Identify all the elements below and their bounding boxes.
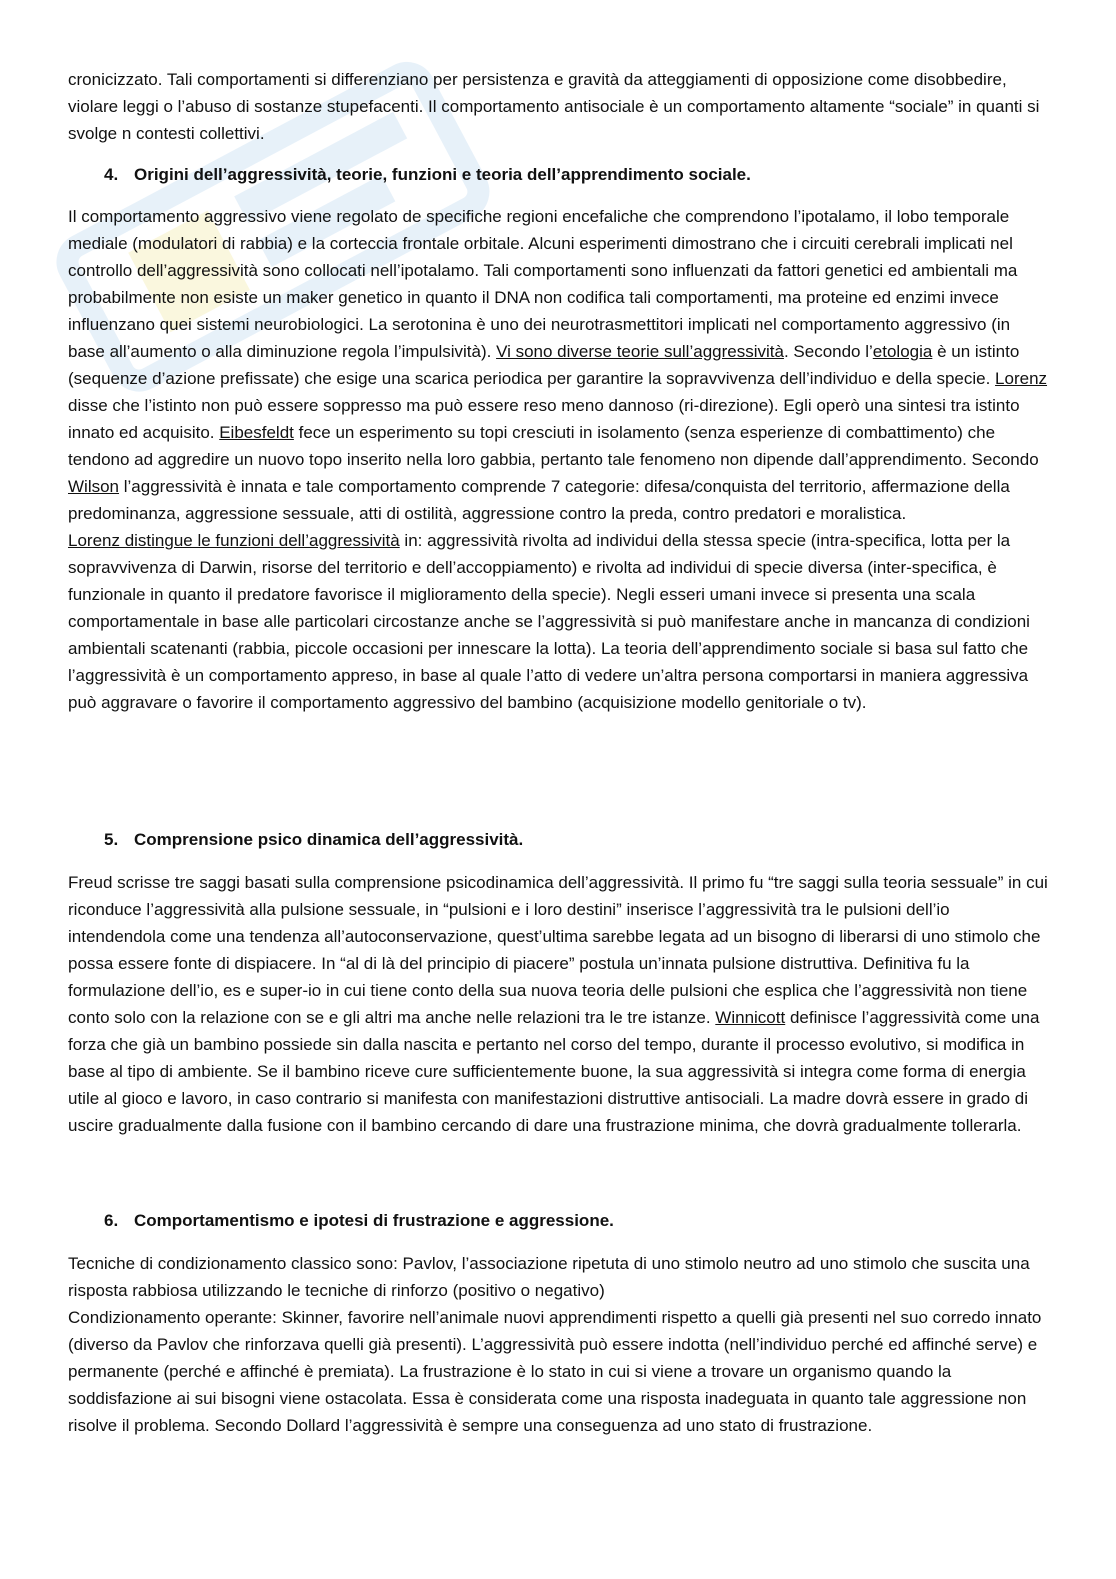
- section-5-body: [68, 869, 1048, 1139]
- section-4-heading: [68, 161, 1048, 188]
- underline-lorenz: Lorenz: [995, 369, 1048, 388]
- underline-eibesfeldt: Eibesfeldt: [219, 423, 294, 442]
- section-4-body: [68, 203, 1048, 716]
- underline-winnicott: Winnicott: [715, 1008, 786, 1027]
- section-6: [68, 1207, 1048, 1234]
- section-5-paragraph-1: Freud scrisse tre saggi basati sulla comprensione psicodinamica dell’aggressività. Il primo fu “tre saggi sulla teoria sessuale” in cui riconduce l’aggressività alla pulsione sessuale, in “pulsioni e i loro destini” inserisce l’aggressività tra le pulsioni dell’io intendendola come una tendenza all’autoconservazione, quest’ultima sarebbe legata ad un bisogno di liberarsi di uno stimolo che possa essere fonte di dispiacere. In “al di là del principio di piacere” postula un’innata pulsione distruttiva. Definitiva fu la formulazione dell’io, es e super-io in cui tiene conto della sua nuova teoria delle pulsioni che esplica che l’aggressività non tiene conto solo con la relazione con se e gli altri ma anche nelle relazioni tra le tre istanze. Winnicott definisce l’aggressività come una forza che già un bambino possiede sin dalla nascita e pertanto nel corso del tempo, durante il processo evolutivo, si modifica in base al tipo di ambiente. Se il bambino riceve cure sufficientemente buone, la sua aggressività si integra come forma di energia utile al gioco e lavoro, in caso contrario si manifesta con manifestazioni distruttive antisociali. La madre dovrà essere in grado di uscire gradualmente dalla fusione con il bambino cercando di dare una frustrazione minima, che dovrà gradualmente tollerarla.: [68, 873, 1048, 1135]
- section-6-body: [68, 1250, 1048, 1439]
- section-6-title: Comportamentismo e ipotesi di frustrazione e aggressione.: [134, 1211, 614, 1230]
- section-6-number: 6.: [104, 1211, 119, 1230]
- section-4-number: 4.: [104, 165, 119, 184]
- underline-wilson: Wilson: [68, 477, 120, 496]
- section-5-title: Comprensione psico dinamica dell’aggressività.: [134, 830, 524, 849]
- section-6-heading: [68, 1207, 1048, 1234]
- section-6-paragraph-2: Condizionamento operante: Skinner, favorire nell’animale nuovi apprendimenti rispetto a quelli già presenti nel suo corredo innato (diverso da Pavlov che rinforzava quelli già presenti). L’aggressività può essere indotta (nell’individuo perché ed affinché serve) e permanente (perché e affinché è premiata). La frustrazione è lo stato in cui si viene a trovare un organismo quando la soddisfazione ai sui bisogni viene ostacolata. Essa è considerata come una risposta inadeguata in quanto tale aggressione non risolve il problema. Secondo Dollard l’aggressività è sempre una conseguenza ad uno stato di frustrazione.: [68, 1308, 1042, 1435]
- section-5-heading: [68, 826, 1048, 853]
- section-4-paragraph-1: Il comportamento aggressivo viene regolato de specifiche regioni encefaliche che comprendono l’ipotalamo, il lobo temporale mediale (modulatori di rabbia) e la corteccia frontale orbitale. Alcuni esperimenti dimostrano che i circuiti cerebrali implicati nel controllo dell’aggressività sono collocati nell’ipotalamo. Tali comportamenti sono influenzati da fattori genetici ed ambientali ma probabilmente non esiste un maker genetico in quanto il DNA non codifica tali comportamenti, ma proteine ed enzimi invece influenzano quei sistemi neurobiologici. La serotonina è uno dei neurotrasmettitori implicati nel comportamento aggressivo (in base all’aumento o alla diminuzione regola l’impulsività). Vi sono diverse teorie sull’aggressività. Secondo l’etologia è un istinto (sequenze d’azione prefissate) che esige una scarica periodica per garantire la sopravvivenza dell’individuo e della specie. Lorenz disse che l’istinto non può essere soppresso ma può essere reso meno dannoso (ri-direzione). Egli operò una sintesi tra istinto innato ed acquisito. Eibesfeldt fece un esperimento su topi cresciuti in isolamento (senza esperienze di combattimento) che tendono ad aggredire un nuovo topo inserito nella loro gabbia, pertanto tale fenomeno non dipende dall’apprendimento. Secondo Wilson l’aggressività è innata e tale comportamento comprende 7 categorie: difesa/conquista del territorio, affermazione della predominanza, aggressione sessuale, atti di ostilità, aggressione contro la preda, contro predatori e moralistica.: [68, 207, 1048, 523]
- section-6-paragraph-1: Tecniche di condizionamento classico sono: Pavlov, l’associazione ripetuta di uno stimolo neutro ad uno stimolo che suscita una risposta rabbiosa utilizzando le tecniche di rinforzo (positivo o negativo): [68, 1254, 1030, 1300]
- section-4-paragraph-2: Lorenz distingue le funzioni dell’aggressività in: aggressività rivolta ad individui della stessa specie (intra-specifica, lotta per la sopravvivenza di Darwin, risorse del territorio e dell’accoppiamento) e rivolta ad individui di specie diversa (inter-specifica, è funzionale in quanto il predatore favorisce il miglioramento della specie). Negli esseri umani invece si presenta una scala comportamentale in base alle particolari circostanze anche se l’aggressività si può manifestare anche in mancanza di condizioni ambientali scatenanti (rabbia, piccole occasioni per innescare la lotta). La teoria dell’apprendimento sociale si basa sul fatto che l’aggressività è un comportamento appreso, in base al quale l’atto di vedere un’altra persona comportarsi in maniera aggressiva può aggravare o favorire il comportamento aggressivo del bambino (acquisizione modello genitoriale o tv).: [68, 531, 1030, 712]
- underline-lorenz-functions: Lorenz distingue le funzioni dell’aggressività: [68, 531, 400, 550]
- section-5-number: 5.: [104, 830, 119, 849]
- section-4-title: Origini dell’aggressività, teorie, funzioni e teoria dell’apprendimento sociale.: [134, 165, 751, 184]
- intro-block: [68, 66, 1048, 147]
- section-4: [68, 161, 1048, 188]
- underline-theories: Vi sono diverse teorie sull’aggressività: [496, 342, 784, 361]
- section-5: [68, 826, 1048, 853]
- intro-paragraph: cronicizzato. Tali comportamenti si differenziano per persistenza e gravità da atteggiamenti di opposizione come disobbedire, violare leggi o l’abuso di sostanze stupefacenti. Il comportamento antisociale è un comportamento altamente “sociale” in quanti si svolge n contesti collettivi.: [68, 70, 1040, 143]
- underline-etologia: etologia: [872, 342, 933, 361]
